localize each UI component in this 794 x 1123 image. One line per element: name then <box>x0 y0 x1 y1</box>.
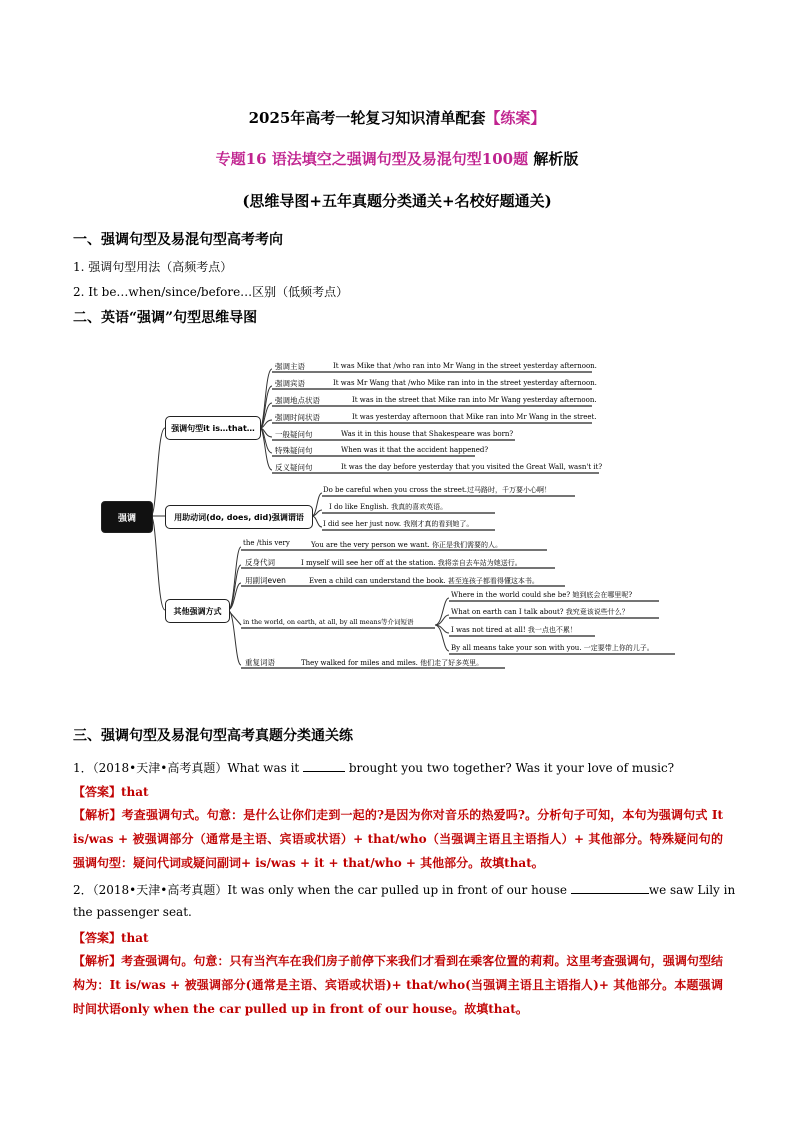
document-subtitle <box>0 148 794 169</box>
leaf-example: I did see her just now. 我刚才真的看到她了。 <box>323 520 474 528</box>
question-text: 1．（2018•天津•高考真题）What was it <box>73 761 304 775</box>
question-2-cont: the passenger seat. <box>73 905 192 919</box>
section1-item: 2. It be…when/since/before…区别（低频考点） <box>73 285 349 299</box>
answer-2: 【答案】that <box>73 931 149 945</box>
answer-blank[interactable] <box>571 881 649 894</box>
question-1 <box>73 759 674 776</box>
leaf-example: Where in the world could she be? 她到底会在哪里呢? <box>451 591 633 599</box>
leaf-category: in the world, on earth, at all, by all means等介词短语 <box>243 618 414 626</box>
section2-heading: 二、英语“强调”句型思维导图 <box>73 310 258 326</box>
leaf-example: Was it in this house that Shakespeare was born? <box>341 430 514 438</box>
leaf-example: I do like English. 我真的喜欢英语。 <box>329 503 448 511</box>
leaf-category: 强调主语 <box>275 362 305 371</box>
leaf-example: It was the day before yesterday that you visited the Great Wall, wasn't it? <box>341 463 603 471</box>
branch-auxiliary-verbs: 用助动词(do, does, did)强调谓语 <box>165 505 313 529</box>
leaf-example: It was yesterday afternoon that Mike ran into Mr Wang in the street. <box>352 413 597 421</box>
document-subtitle-2: (思维导图+五年真题分类通关+名校好题通关) <box>242 192 552 210</box>
leaf-example: I was not tired at all! 我一点也不累！ <box>451 626 577 634</box>
leaf-example: When was it that the accident happened? <box>341 446 489 454</box>
document-title <box>0 107 794 128</box>
leaf-category: 强调宾语 <box>275 379 305 388</box>
leaf-category: 特殊疑问句 <box>275 446 313 455</box>
leaf-example: What on earth can I talk about? 我究竟该说些什么？ <box>451 608 629 616</box>
section1-item: 1. 强调句型用法（高频考点） <box>73 260 233 274</box>
leaf-example: It was in the street that Mike ran into Mr Wang yesterday afternoon. <box>352 396 597 404</box>
question-text: brought you two together? Was it your love of music? <box>345 761 675 775</box>
question-2 <box>73 881 735 898</box>
title-accent: 【练案】 <box>485 109 546 127</box>
leaf-example: By all means take your son with you. 一定要带上你的儿子。 <box>451 644 654 652</box>
leaf-category: 一般疑问句 <box>275 430 313 439</box>
branch-it-is-that: 强调句型it is…that… <box>165 416 261 440</box>
explanation-1: 【解析】考查强调句式。句意：是什么让你们走到一起的?是因为你对音乐的热爱吗?。分析句子可知，本句为强调句式 It is/was + 被强调部分（通常是主语、宾语或状语）+ that/who（当强调主语且主语指人）+ 其他部分。特殊疑问句的强调句型：疑问代词或疑问副词+ is/was + it + that/who + 其他部分。故填that。 <box>73 808 723 870</box>
subtitle-suffix: 解析版 <box>528 150 579 168</box>
leaf-example: It was Mr Wang that /who Mike ran into in the street yesterday afternoon. <box>333 379 597 387</box>
explanation-2: 【解析】考查强调句。句意：只有当汽车在我们房子前停下来我们才看到在乘客位置的莉莉。这里考查强调句，强调句型结构为：It is/was + 被强调部分(通常是主语、宾语或状语)+ that/who(当强调主语且主语指人)+ 其他部分。本题强调时间状语only when the car pulled up in front of our house。故填that。 <box>73 954 723 1016</box>
subtitle-main: 专题16 语法填空之强调句型及易混句型100题 <box>215 150 529 168</box>
question-text: 2．（2018•天津•高考真题）It was only when the car pulled up in front of our house <box>73 883 571 897</box>
leaf-category: 强调地点状语 <box>275 396 320 405</box>
section3-heading: 三、强调句型及易混句型高考真题分类通关练 <box>73 728 353 744</box>
leaf-category: 反义疑问句 <box>275 463 313 472</box>
mind-map <box>95 352 695 677</box>
leaf-example: You are the very person we want. 你正是我们需要的人。 <box>311 541 502 549</box>
leaf-category: 强调时间状语 <box>275 413 320 422</box>
leaf-example: They walked for miles and miles. 他们走了好多英里。 <box>301 659 484 667</box>
leaf-category: 反身代词 <box>245 558 275 567</box>
answer-1: 【答案】that <box>73 785 149 799</box>
branch-other-methods: 其他强调方式 <box>165 599 230 623</box>
leaf-category: 用副词even <box>245 576 286 585</box>
section1-heading: 一、强调句型及易混句型高考考向 <box>73 232 283 248</box>
leaf-category: 重复词语 <box>245 658 275 667</box>
answer-blank[interactable] <box>303 759 345 772</box>
question-text: we saw Lily in <box>648 883 736 897</box>
leaf-example: Even a child can understand the book. 甚至连孩子都看得懂这本书。 <box>309 577 539 585</box>
leaf-example: It was Mike that /who ran into Mr Wang in the street yesterday afternoon. <box>333 362 597 370</box>
leaf-example: Do be careful when you cross the street.过马路时，千万要小心啊！ <box>323 486 551 494</box>
leaf-category: the /this very <box>243 539 290 547</box>
title-main: 2025年高考一轮复习知识清单配套 <box>248 109 486 127</box>
mind-map-root: 强调 <box>101 501 153 533</box>
leaf-example: I myself will see her off at the station. 我将亲自去车站为她送行。 <box>301 559 522 567</box>
